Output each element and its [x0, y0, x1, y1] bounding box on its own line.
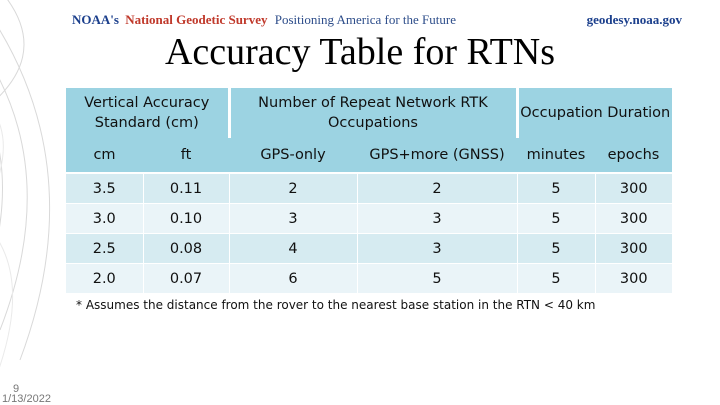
group-header-vertical-accuracy: Vertical Accuracy Standard (cm) [66, 88, 229, 138]
cell-gnss: 3 [357, 234, 517, 264]
table-row [66, 264, 672, 294]
table-units-row [66, 138, 672, 173]
table-row [66, 173, 672, 204]
cell-gnss: 5 [357, 264, 517, 294]
cell-gnss: 3 [357, 204, 517, 234]
unit-header-ft: ft [143, 138, 229, 173]
unit-header-cm: cm [66, 138, 143, 173]
cell-cm: 2.0 [66, 264, 143, 294]
unit-header-gnss: GPS+more (GNSS) [357, 138, 517, 173]
unit-header-epochs: epochs [595, 138, 672, 173]
slide-date: 1/13/2022 [2, 393, 51, 405]
unit-header-gps-only: GPS-only [229, 138, 357, 173]
cell-minutes: 5 [517, 264, 595, 294]
cell-minutes: 5 [517, 173, 595, 204]
header-tagline: Positioning America for the Future [274, 12, 456, 27]
header-website: geodesy.noaa.gov [586, 12, 682, 27]
cell-gps-only: 3 [229, 204, 357, 234]
unit-header-minutes: minutes [517, 138, 595, 173]
cell-epochs: 300 [595, 173, 672, 204]
cell-gps-only: 4 [229, 234, 357, 264]
header-agency: National Geodetic Survey [125, 12, 268, 27]
slide-number: 9 [13, 383, 20, 395]
cell-gnss: 2 [357, 173, 517, 204]
cell-cm: 2.5 [66, 234, 143, 264]
cell-ft: 0.10 [143, 204, 229, 234]
group-header-occupation-duration: Occupation Duration [517, 88, 672, 138]
cell-minutes: 5 [517, 204, 595, 234]
table-footnote: * Assumes the distance from the rover to the nearest base station in the RTN < 40 km [76, 298, 596, 312]
cell-cm: 3.0 [66, 204, 143, 234]
accuracy-table [66, 88, 672, 293]
cell-epochs: 300 [595, 234, 672, 264]
cell-cm: 3.5 [66, 173, 143, 204]
cell-epochs: 300 [595, 204, 672, 234]
slide-header [72, 12, 682, 30]
slide-title: Accuracy Table for RTNs [164, 31, 556, 73]
cell-ft: 0.11 [143, 173, 229, 204]
table-group-header-row [66, 88, 672, 138]
cell-ft: 0.07 [143, 264, 229, 294]
cell-gps-only: 2 [229, 173, 357, 204]
cell-ft: 0.08 [143, 234, 229, 264]
cell-gps-only: 6 [229, 264, 357, 294]
table-row [66, 234, 672, 264]
group-header-repeat-occupations: Number of Repeat Network RTK Occupations [229, 88, 517, 138]
cell-minutes: 5 [517, 234, 595, 264]
table-row [66, 204, 672, 234]
header-org: NOAA's [72, 12, 119, 27]
cell-epochs: 300 [595, 264, 672, 294]
